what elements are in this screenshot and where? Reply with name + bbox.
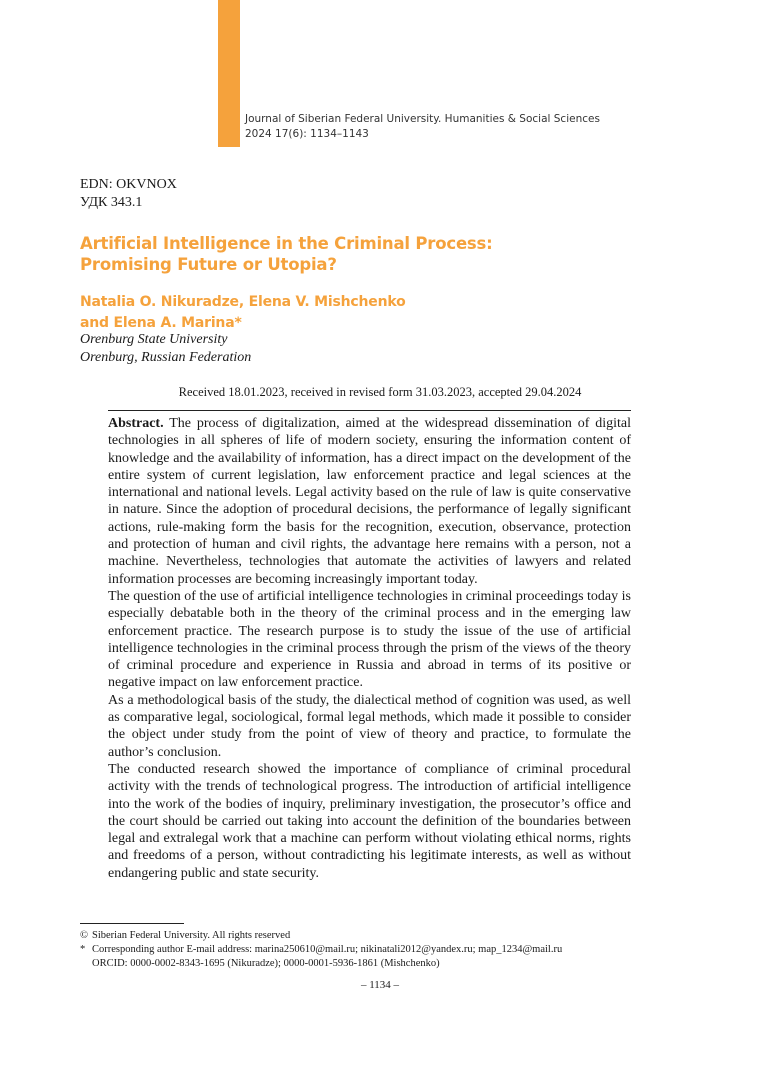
- title-line-2: Promising Future or Utopia?: [80, 255, 337, 274]
- copyright-mark: ©: [80, 930, 88, 941]
- article-title: [80, 233, 640, 275]
- abstract-divider: [108, 410, 631, 411]
- copyright-note: [80, 929, 680, 943]
- affiliation-university: Orenburg State University: [80, 332, 228, 347]
- page-number: – 1134 –: [360, 979, 400, 991]
- footnote-divider: [80, 923, 184, 924]
- abstract-paragraph-2: The question of the use of artificial intelligence technologies in criminal proceedings today is especially debatable both in the theory of the criminal process and in the emerging law enforcement practice. The research purpose is to study the issue of the use of artificial intelligence technologies in the criminal process through the prism of the views of the theory of criminal procedure and experience in Russia and abroad in terms of its positive or negative impact on law enforcement practice.: [108, 588, 631, 691]
- journal-header: [245, 112, 600, 142]
- journal-issue: 2024 17(6): 1134–1143: [245, 128, 369, 140]
- authors-line-1: Natalia O. Nikuradze, Elena V. Mishchenko: [80, 294, 406, 310]
- abstract-paragraph-1: [108, 415, 631, 588]
- corresponding-author-note: [80, 943, 680, 971]
- authors: [80, 292, 640, 334]
- affiliation: [80, 331, 251, 367]
- journal-name: Journal of Siberian Federal University. Humanities & Social Sciences: [245, 113, 600, 125]
- authors-line-2: and Elena A. Marina*: [80, 315, 242, 331]
- udk: УДК 343.1: [80, 195, 143, 210]
- footnotes: [80, 929, 680, 971]
- abstract-paragraph-4: The conducted research showed the importance of compliance of criminal procedural activity with the trends of technological progress. The introduction of artificial intelligence into the work of the bodies of inquiry, preliminary investigation, the prosecutor’s office and the court should be carried out taking into account the definition of the boundaries between legal and extralegal work that a machine can perform without violating ethical norms, rights and freedoms of a person, without contradicting his legitimate interests, as well as without endangering public and state security.: [108, 761, 631, 881]
- abstract-paragraph-3: As a methodological basis of the study, the dialectical method of cognition was used, as well as comparative legal, sociological, formal legal methods, which made it possible to consider the object under study from the point of view of theory and practice, to formulate the author’s conclusion.: [108, 692, 631, 760]
- edn: EDN: OKVNOX: [80, 177, 177, 192]
- corresponding-emails: Corresponding author E-mail address: marina250610@mail.ru; nikinatali2012@yandex.ru; map_1234@mail.ru: [92, 944, 563, 955]
- journal-accent-bar: [218, 0, 240, 147]
- orcid-ids: ORCID: 0000-0002-8343-1695 (Nikuradze); 0000-0001-5936-1861 (Mishchenko): [92, 958, 440, 969]
- affiliation-location: Orenburg, Russian Federation: [80, 350, 252, 365]
- asterisk-mark: *: [80, 944, 86, 955]
- abstract: [108, 415, 631, 882]
- abstract-text-1: The process of digitalization, aimed at the widespread dissemination of digital technologies in all spheres of life of modern society, ensuring the information content of knowledge and the availability of information, has a direct impact on the development of the entire system of current legislation, law enforcement practice and legal sciences at the international and national levels. Legal activity based on the rule of law is quite conservative in nature. Since the adoption of procedural decisions, the performance of legally significant actions, rule-making form the basis for the recognition, execution, observance, protection and protection of human and civil rights, the advantage here remains with a person, not a machine. Nevertheless, technologies that automate the activities of lawyers and related information processes are becoming increasingly important today.: [108, 416, 631, 587]
- article-identifiers: [80, 176, 177, 212]
- received-dates: Received 18.01.2023, received in revised form 31.03.2023, accepted 29.04.2024: [178, 385, 582, 399]
- title-line-1: Artificial Intelligence in the Criminal Process:: [80, 234, 493, 253]
- copyright-text: Siberian Federal University. All rights reserved: [92, 930, 291, 941]
- abstract-label: Abstract.: [108, 416, 164, 431]
